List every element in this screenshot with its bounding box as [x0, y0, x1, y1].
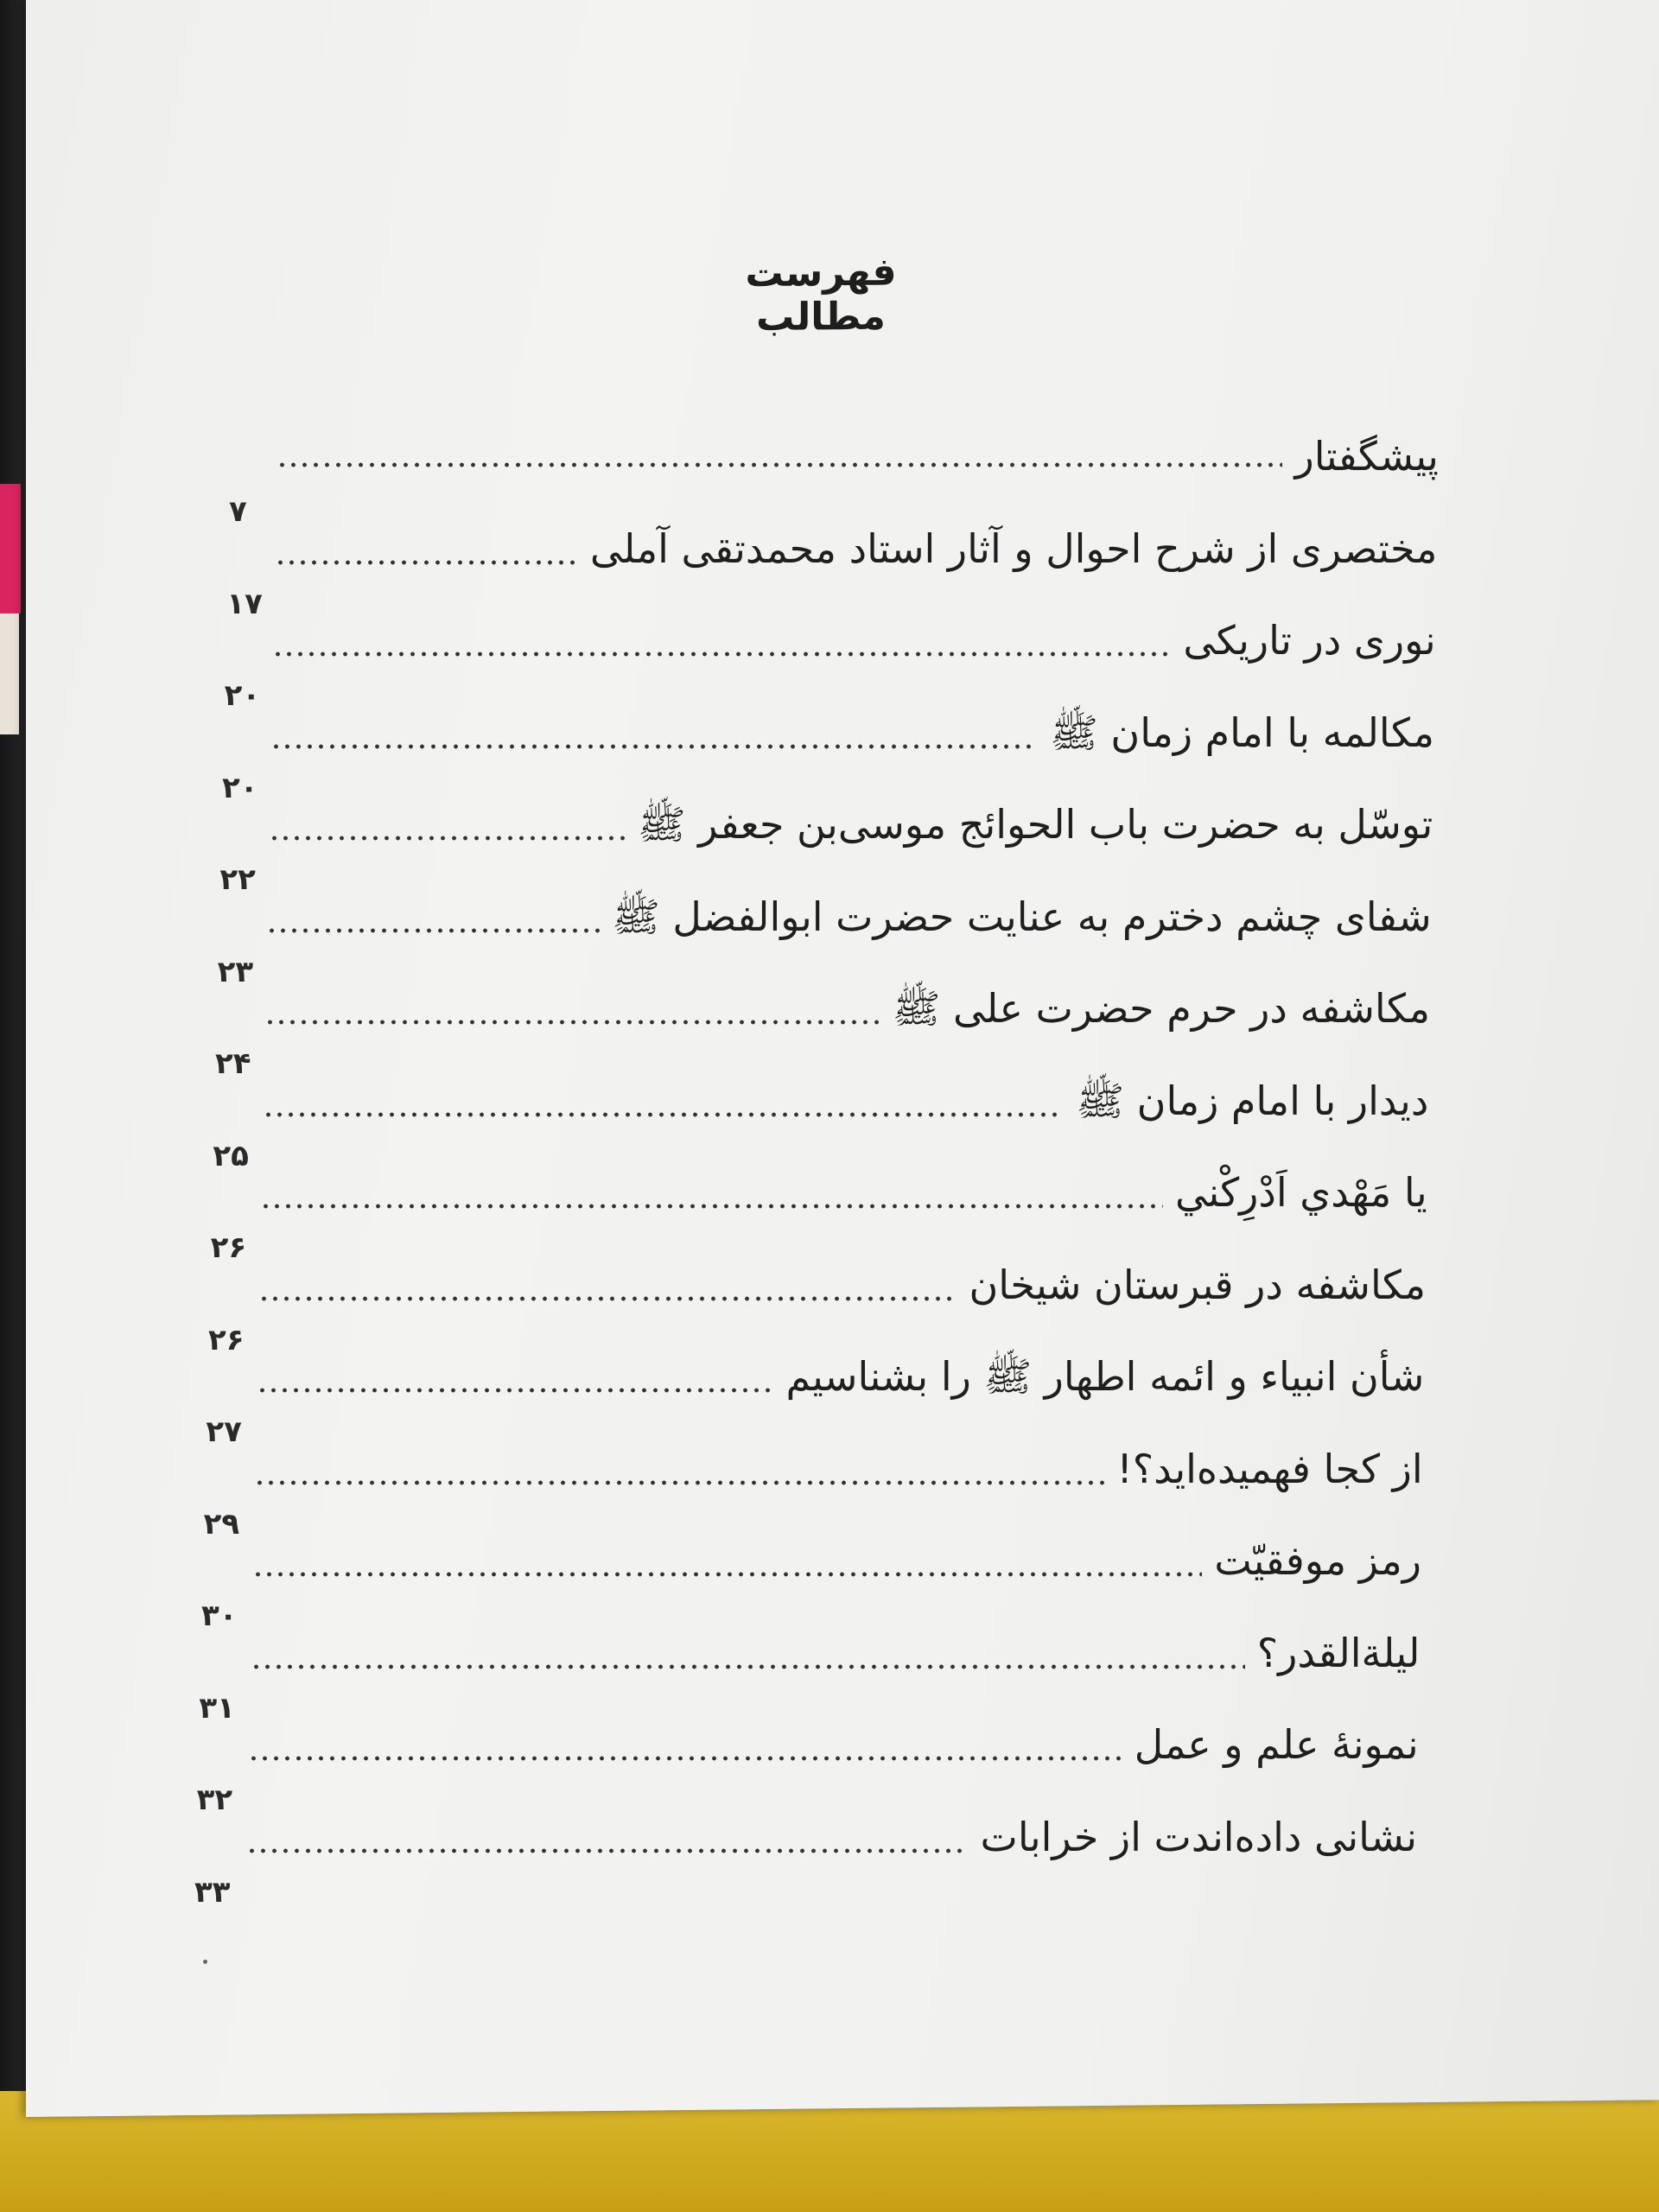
toc-leader-dots [270, 742, 1038, 751]
toc-leader-dots [276, 461, 1282, 469]
toc-page-number: ۲۴ [215, 1046, 251, 1081]
toc-leader-dots [272, 650, 1171, 658]
toc-leader-dots [266, 926, 600, 935]
toc-leader-dots [248, 1754, 1122, 1763]
toc-leader-dots [258, 1294, 957, 1303]
toc-page-number: ۲۰ [222, 770, 258, 805]
toc-leader-dots [252, 1570, 1202, 1579]
toc-page-number: ۲۲ [219, 862, 256, 897]
toc-page-number: ۲۳ [217, 954, 254, 989]
toc-entry-title: رمز موفقیّت [1214, 1537, 1421, 1584]
toc-entry-title: لیلة‌القدر؟ [1256, 1629, 1421, 1676]
toc-page-number: ۳۱ [199, 1690, 235, 1726]
toc-page-number: ۳۳ [194, 1874, 231, 1910]
toc-leader-dots [257, 1386, 774, 1395]
toc-page-number: ۲۷ [206, 1414, 242, 1449]
toc-entry-title: نشانی داده‌اندت از خرابات [980, 1813, 1417, 1860]
toc-entry-title: پیشگفتار [1294, 433, 1439, 480]
toc-page-number: ۲۶ [210, 1230, 247, 1265]
toc-entry-title: توسّل به حضرت باب الحوائج موسی‌بن جعفر ﷺ [637, 801, 1433, 848]
toc-page-number: ۱۷ [226, 586, 263, 621]
toc-page-number: ۲۹ [203, 1506, 240, 1541]
toc-entry-title: از کجا فهمیده‌اید؟! [1116, 1445, 1423, 1492]
toc-page-number: ۳۰ [201, 1599, 238, 1633]
toc-leader-dots [246, 1847, 969, 1855]
toc-page-number: ۲۰ [224, 678, 261, 713]
toc-page-number: ۲۵ [213, 1138, 249, 1173]
toc-leader-dots [254, 1478, 1104, 1487]
toc-page-number: ۳۲ [196, 1783, 233, 1817]
toc-leader-dots [269, 834, 626, 842]
toc-entry-title: دیدار با امام زمان ﷺ [1076, 1077, 1429, 1124]
toc-entry-title: مکالمه با امام زمان ﷺ [1050, 709, 1434, 756]
toc-entry-title: شأن انبیاء و ائمه اطهار ﷺ را بشناسیم [785, 1353, 1425, 1400]
toc-entry-title: یا مَهْدي اَدْرِكْني [1175, 1169, 1427, 1216]
toc-leader-dots [264, 1018, 880, 1027]
page-title: فهرست مطالب [745, 250, 897, 340]
toc-entry-title: شفای چشم دخترم به عنایت حضرت ابوالفضل ﷺ [612, 893, 1432, 940]
toc-entry-title: نمونهٔ علم و عمل [1134, 1721, 1419, 1768]
toc-entry-title: مکاشفه در قبرستان شیخان [969, 1261, 1426, 1308]
toc-leader-dots [251, 1662, 1245, 1671]
toc-leader-dots [260, 1202, 1163, 1211]
toc-entry-title: نوری در تاریکی [1183, 617, 1436, 664]
toc-leader-dots [263, 1110, 1065, 1119]
toc-page-number: ۷ [229, 494, 247, 529]
toc-leader-dots [275, 558, 578, 567]
toc-page-number: ۲۶ [208, 1322, 245, 1357]
toc-entry-title: مختصری از شرح احوال و آثار استاد محمدتقی آملی [589, 524, 1438, 572]
toc-entry-title: مکاشفه در حرم حضرت علی ﷺ [892, 985, 1430, 1032]
